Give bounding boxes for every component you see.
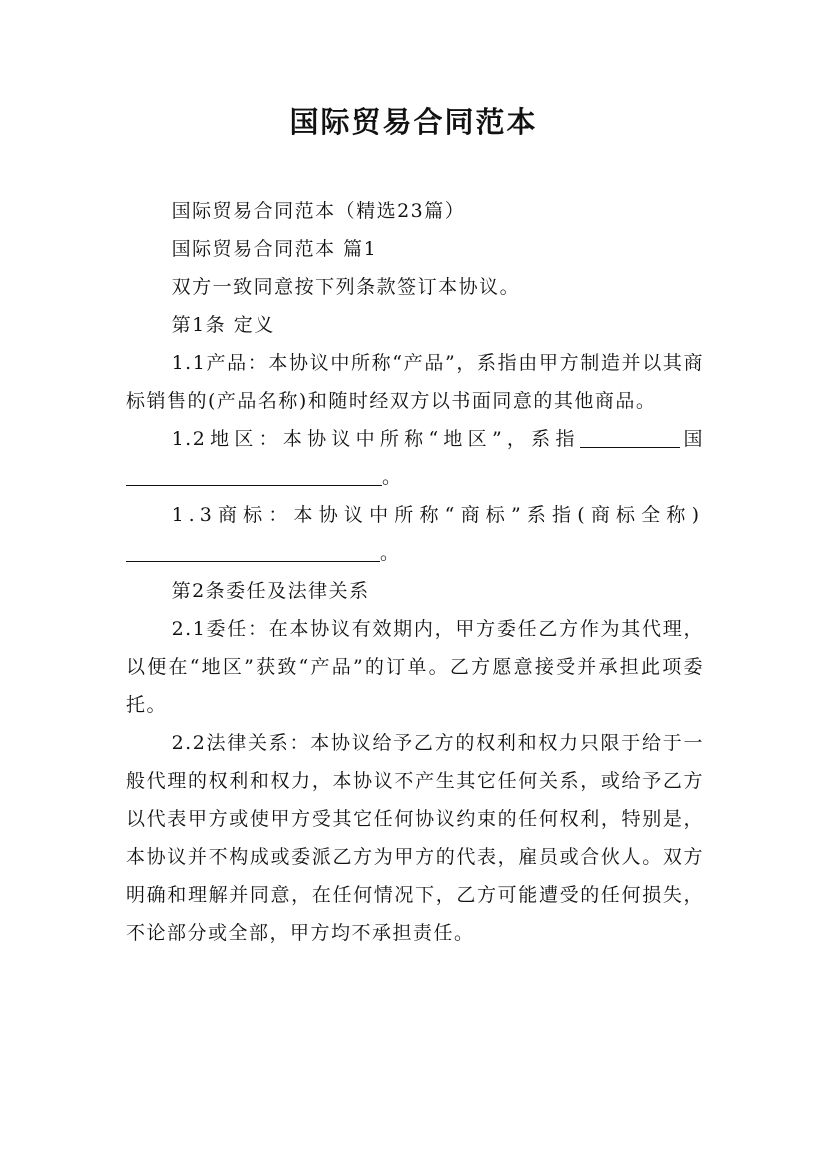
blank-line [580,423,680,448]
document-title: 国际贸易合同范本 [289,105,538,139]
clause-1-2-country: 国 [679,428,704,450]
clause-1-1: 1.1产品：本协议中所称“产品”，系指由甲方制造并以其商标销售的(产品名称)和随时经双方以书面同意的其他商品。 [126,352,704,412]
subtitle-paragraph: 国际贸易合同范本（精选23篇） [171,200,466,222]
article-2-heading: 第2条委任及法律关系 [171,580,370,602]
blank-line [126,537,380,562]
clause-1-3 [126,496,704,572]
clause-2-2: 2.2法律关系：本协议给予乙方的权利和权力只限于给于一般代理的权利和权力，本协议不产生其它任何关系，或给予乙方以代表甲方或使甲方受其它任何协议约束的任何权利，特别是，本协议并不构成或委派乙方为甲方的代表，雇员或合伙人。双方明确和理解并同意，在任何情况下，乙方可能遭受的任何损失，不论部分或全部，甲方均不承担责任。 [126,732,704,944]
document-body [126,192,704,952]
clause-2-1: 2.1委任：在本协议有效期内，甲方委任乙方作为其代理，以便在“地区”获致“产品”的订单。乙方愿意接受并承担此项委托。 [126,618,704,716]
clause-1-3-end: 。 [380,542,405,564]
clause-1-2-text: 1.2地区：本协议中所称“地区”，系指 [171,428,580,450]
intro-paragraph: 双方一致同意按下列条款签订本协议。 [171,276,521,298]
section-heading: 国际贸易合同范本 篇1 [171,238,378,260]
clause-1-2 [126,420,704,496]
blank-line [126,461,382,486]
clause-1-3-text: 1.3商标：本协议中所称“商标”系指(商标全称) [171,504,704,526]
article-1-heading: 第1条 定义 [171,314,275,336]
clause-1-2-end: 。 [382,466,403,488]
